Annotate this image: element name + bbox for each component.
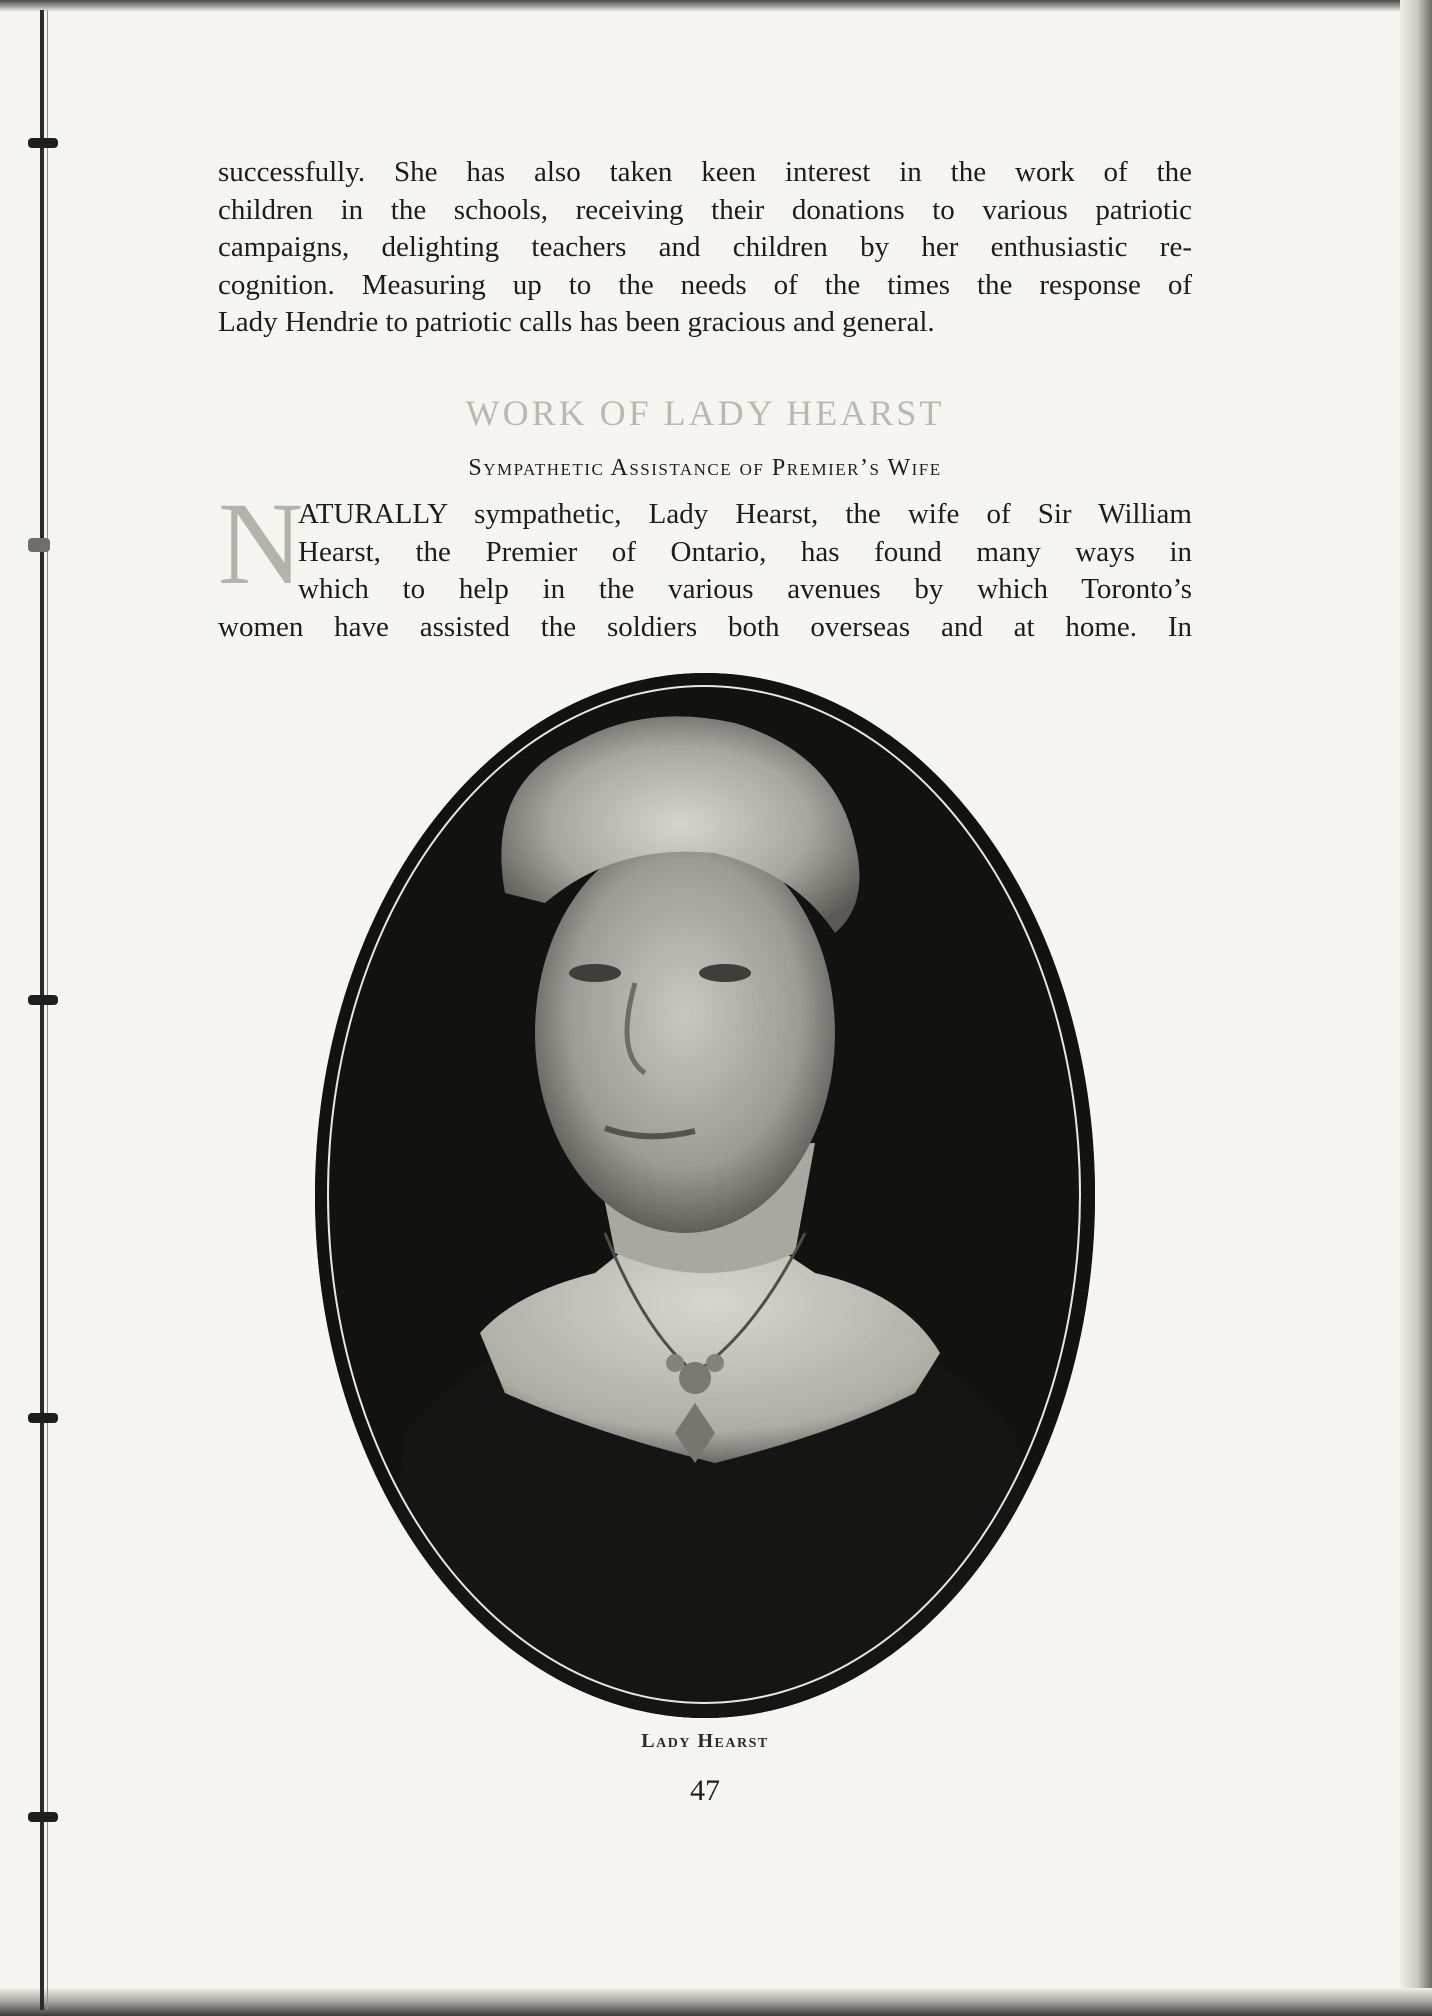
- drop-cap: N: [218, 478, 304, 609]
- paragraph-line: women have assisted the soldiers both overseas and at home. In: [218, 610, 1192, 643]
- binding-stitch: [28, 138, 58, 148]
- binding-thread-highlight: [47, 10, 48, 2010]
- binding-stitch: [28, 538, 50, 552]
- binding-thread: [40, 10, 44, 2010]
- paragraph-line: which to help in the various avenues by which Toronto’s: [298, 573, 1192, 605]
- binding-stitch: [28, 995, 58, 1005]
- intro-paragraph: [218, 478, 1192, 646]
- paragraph-line: children in the schools, receiving their donations to various patriotic: [218, 193, 1192, 226]
- paragraph-line: ATURALLY sympathetic, Lady Hearst, the wife of Sir William: [298, 498, 1192, 530]
- paragraph-line: Hearst, the Premier of Ontario, has found many ways in: [298, 535, 1192, 568]
- scan-top-edge: [0, 0, 1432, 12]
- binding-stitch: [28, 1812, 58, 1822]
- scan-right-edge: [1400, 0, 1432, 2016]
- paragraph-line: campaigns, delighting teachers and children by her enthusiastic re-: [218, 231, 1192, 263]
- binding-stitch: [28, 1413, 58, 1423]
- figure-caption: Lady Hearst: [641, 1730, 769, 1752]
- paragraph-line: cognition. Measuring up to the needs of the times the response of: [218, 268, 1192, 301]
- page-number: 47: [690, 1774, 720, 1807]
- scan-bottom-edge: [0, 1988, 1432, 2016]
- paragraph-line: Lady Hendrie to patriotic calls has been gracious and general.: [218, 306, 935, 338]
- continuation-paragraph: [218, 154, 1192, 342]
- section-subtitle: Sympathetic Assistance of Premier’s Wife: [468, 455, 942, 481]
- section-title: WORK OF LADY HEARST: [465, 393, 945, 433]
- portrait-border: [327, 685, 1081, 1704]
- paragraph-line: successfully. She has also taken keen interest in the work of the: [218, 156, 1192, 188]
